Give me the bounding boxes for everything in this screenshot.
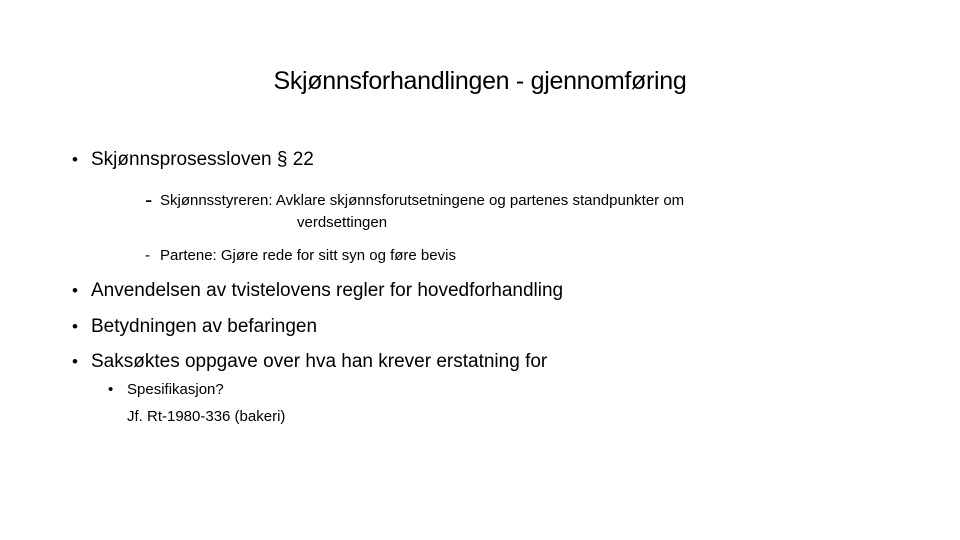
sub-item-text-line2: verdsettingen	[297, 214, 388, 231]
bullet-glyph: •	[72, 352, 78, 371]
slide-title: Skjønnsforhandlingen - gjennomføring	[273, 67, 687, 95]
dash-glyph: -	[145, 187, 153, 212]
bullet-glyph: •	[72, 317, 78, 336]
bullet-text: Anvendelsen av tvistelovens regler for hovedforhandling	[91, 280, 564, 301]
dash-glyph: -	[145, 247, 150, 264]
bullet-glyph: •	[72, 281, 78, 300]
bullet-text: Skjønnsprosessloven § 22	[91, 149, 314, 170]
sub-sub-item-text-line1: Spesifikasjon?	[127, 381, 224, 398]
bullet-glyph: •	[72, 150, 78, 169]
bullet-glyph: •	[108, 381, 114, 398]
sub-item-text: Partene: Gjøre rede for sitt syn og føre bevis	[160, 247, 456, 264]
sub-item-text-line1: Skjønnsstyreren: Avklare skjønnsforutsetningene og partenes standpunkter om	[160, 192, 685, 209]
bullet-text: Saksøktes oppgave over hva han krever erstatning for	[91, 351, 548, 372]
sub-sub-item-text-line2: Jf. Rt-1980-336 (bakeri)	[127, 408, 286, 425]
bullet-text: Betydningen av befaringen	[91, 316, 318, 337]
